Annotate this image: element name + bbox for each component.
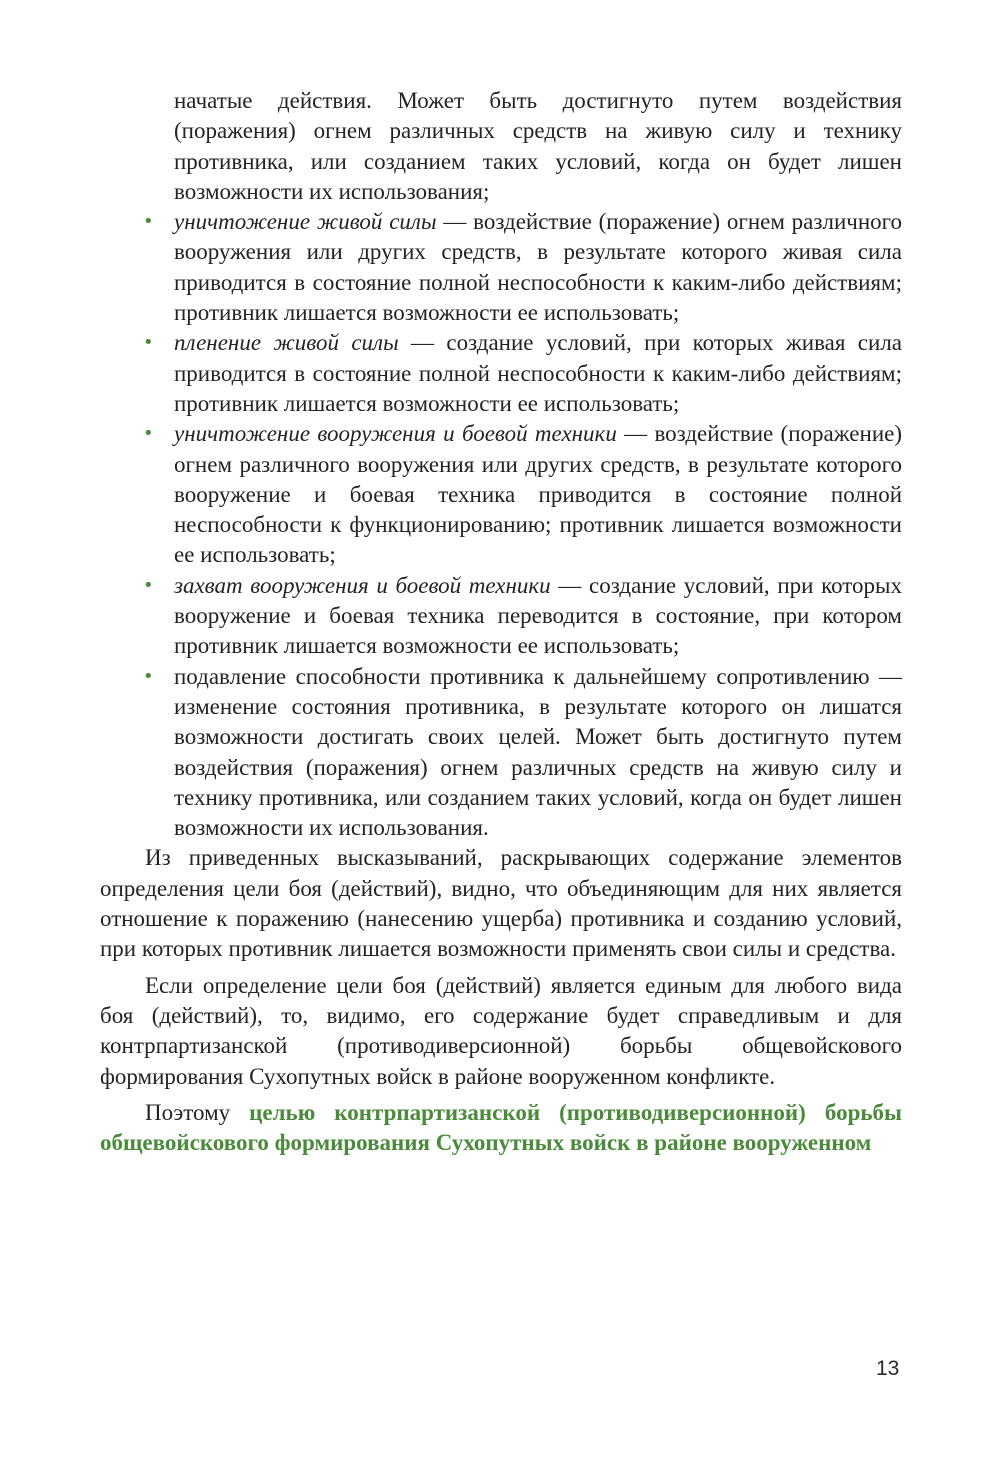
list-item-text: — создание условий, при которых вооружение и боевая техника переводится в состояние, при котором противник лишается возможности ее использовать;	[174, 572, 902, 659]
conclusion-highlight: целью контрпартизанской (противодиверсионной) борьбы общевойскового формирования Сухопутных войск в районе вооруженном	[100, 1099, 902, 1156]
list-item-term: пленение живой силы	[174, 330, 399, 356]
list-item-term: уничтожение вооружения и боевой техники	[174, 421, 617, 447]
list-item	[100, 207, 902, 328]
list-item-term: захват вооружения и боевой техники	[174, 572, 551, 598]
list-item-text: — воздействие (поражение) огнем различного вооружения или других средств, в результате которого вооружение и боевая техника приводится в состояние полной неспособности к функционированию; противник лишается возможности ее использовать;	[174, 421, 902, 568]
list-item	[100, 328, 902, 419]
list-item-text: подавление способности противника к дальнейшему сопротивлению — изменение состояния противника, в результате которого он лишатся возможности достигать своих целей. Может быть достигнуто путем воздействия (поражения) огнем различных средств на живую силу и технику противника, или созданием таких условий, когда он будет лишен возможности их использования.	[174, 663, 902, 841]
page-body	[100, 86, 902, 1158]
list-item	[100, 419, 902, 570]
bullet-icon: •	[143, 665, 154, 687]
list-item	[100, 662, 902, 844]
list-item	[100, 571, 902, 662]
body-paragraph: Если определение цели боя (действий) является единым для любого вида боя (действий), то, видимо, его содержание будет справедливым и для контрпартизанской (противодиверсионной) борьбы общевойскового формирования Сухопутных войск в районе вооруженном конфликте.	[100, 972, 902, 1089]
page-number: 13	[876, 1357, 900, 1380]
list-item-term: уничтожение живой силы	[174, 209, 437, 235]
definition-list	[100, 207, 902, 843]
body-paragraph: Из приведенных высказываний, раскрывающих содержание элементов определения цели боя (действий), видно, что объединяющим для них является отношение к поражению (нанесению ущерба) противника и созданию условий, при которых противник лишается возможности применять свои силы и средства.	[100, 845, 902, 962]
list-item-text: — воздействие (поражение) огнем различного вооружения или других средств, в результате которого живая сила приводится в состояние полной неспособности к каким-либо действиям; противник лишается возможности ее использовать;	[174, 209, 903, 326]
conclusion-paragraph	[100, 1098, 902, 1159]
bullet-icon: •	[143, 423, 154, 445]
bullet-icon: •	[143, 332, 154, 354]
lead-paragraph: начатые действия. Может быть достигнуто путем воздействия (поражения) огнем различных средств на живую силу и технику противника, или созданием таких условий, когда он будет лишен возможности их использования;	[174, 88, 902, 204]
bullet-icon: •	[143, 574, 154, 596]
conclusion-intro: Поэтому	[145, 1099, 250, 1125]
list-item-text: — создание условий, при которых живая сила приводится в состояние полной неспособности к каким-либо действиям; противник лишается возможности ее использовать;	[174, 330, 903, 416]
bullet-icon: •	[143, 211, 154, 233]
